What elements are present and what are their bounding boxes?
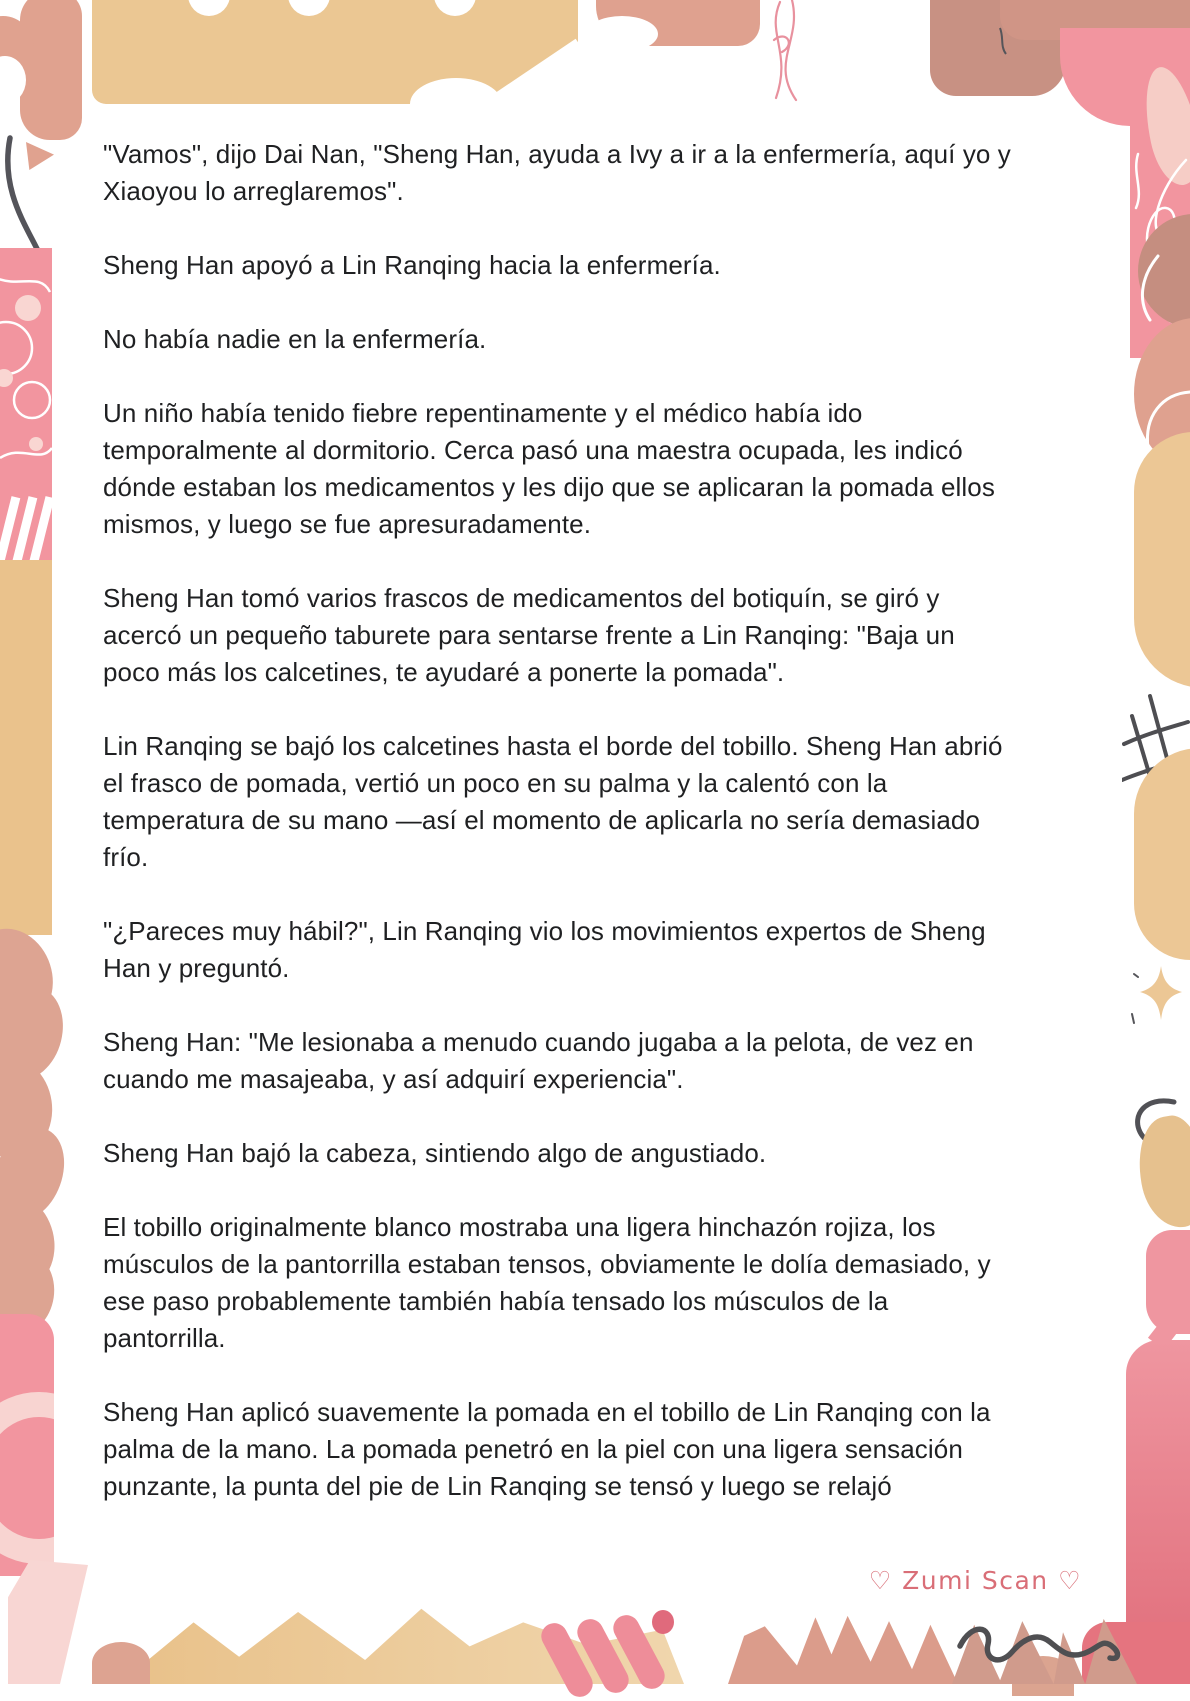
paragraph: "¿Pareces muy hábil?", Lin Ranqing vio los movimientos expertos de Sheng Han y preguntó.	[103, 916, 986, 983]
paragraph: Lin Ranqing se bajó los calcetines hasta el borde del tobillo. Sheng Han abrió el frasco de pomada, vertió un poco en su palma y la calentó con la temperatura de su mano —así el momento de aplicarla no sería demasiado frío.	[103, 731, 1003, 872]
paragraph: Sheng Han bajó la cabeza, sintiendo algo de angustiado.	[103, 1138, 767, 1168]
decor-left-tan-column	[0, 560, 52, 935]
decor-notch	[188, 0, 230, 16]
tick-doodle-icon	[996, 26, 1010, 58]
decor-bottom-small-salmon-blob	[92, 1642, 150, 1684]
scan-credit: ♡ Zumi Scan ♡	[868, 1566, 1082, 1595]
slash-dot	[652, 1610, 674, 1634]
arc-doodle-icon	[1132, 252, 1162, 324]
decor-left-pink-bottom	[0, 1314, 54, 1576]
decor-right-tan-blob	[1134, 748, 1190, 960]
decor-cutout	[586, 16, 658, 52]
decor-ring-cutout	[0, 1392, 54, 1564]
decor-topleft-flower	[20, 0, 82, 140]
paragraph: Sheng Han: "Me lesionaba a menudo cuando jugaba a la pelota, de vez en cuando me masajeaba, y así adquirí experiencia".	[103, 1027, 974, 1094]
decor-top-salmon-shape	[596, 0, 760, 46]
paragraph: "Vamos", dijo Dai Nan, "Sheng Han, ayuda a Ivy a ir a la enfermería, aquí yo y Xiaoyou lo arreglaremos".	[103, 139, 1011, 206]
paragraph: Sheng Han apoyó a Lin Ranqing hacia la enfermería.	[103, 250, 721, 280]
decor-top-tan-blob	[92, 0, 578, 104]
paragraph: No había nadie en la enfermería.	[103, 324, 487, 354]
decor-notch	[410, 78, 502, 130]
decor-bottom-pink-slashes	[550, 1612, 690, 1688]
decor-notch	[434, 0, 476, 16]
squiggle-line-icon	[950, 1598, 1146, 1684]
decor-notch	[288, 0, 330, 16]
content-area	[103, 136, 1018, 1542]
decor-left-petals	[0, 928, 58, 1324]
decor-right-pink-bubble	[1146, 1230, 1190, 1334]
paragraph: El tobillo originalmente blanco mostraba una ligera hinchazón rojiza, los músculos de la pantorrilla estaban tensos, obviamente le dolía demasiado, y ese paso probablemente también había tensado los músculos de la pantorrilla.	[103, 1212, 991, 1353]
sparkle-icon	[1130, 962, 1190, 1030]
paragraph: Sheng Han tomó varios frascos de medicamentos del botiquín, se giró y acercó un pequeño taburete para sentarse frente a Lin Ranqing: "Baja un poco más los calcetines, te ayudaré a ponerte la pomada".	[103, 583, 955, 687]
decor-right-tan-blob	[1134, 432, 1190, 688]
paragraph: Un niño había tenido fiebre repentinamente y el médico había ido temporalmente al dormitorio. Cerca pasó una maestra ocupada, les indicó dónde estaban los medicamentos y les dijo que se aplicaran la pomada ellos mismos, y luego se fue apresuradamente.	[103, 398, 995, 539]
decor-left-pink-panel	[0, 248, 52, 566]
paragraph: Sheng Han aplicó suavemente la pomada en el tobillo de Lin Ranqing con la palma de la mano. La pomada penetró en la piel con una ligera sensación punzante, la punta del pie de Lin Ranqing se tensó y luego se relajó	[103, 1397, 991, 1501]
decor-bottom-salmon-zigzag	[728, 1610, 958, 1684]
ribbon-doodle-icon	[752, 0, 812, 105]
